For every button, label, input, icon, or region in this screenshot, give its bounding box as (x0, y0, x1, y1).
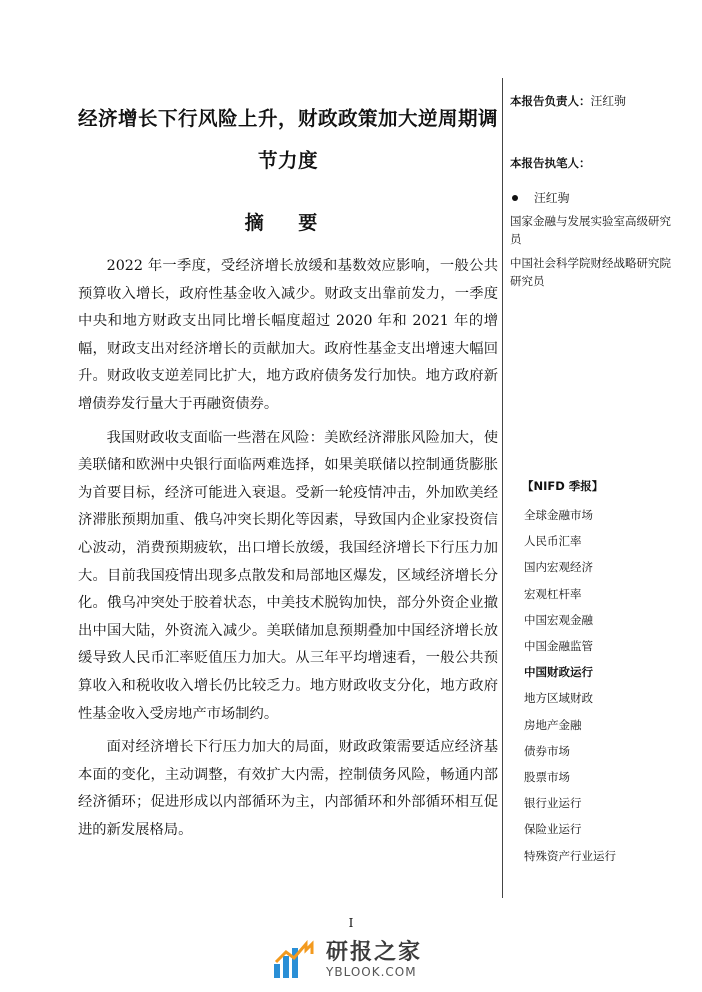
bullet-icon (512, 195, 518, 201)
author-name: 汪红驹 (534, 191, 570, 205)
nifd-item: 中国财政运行 (524, 665, 593, 680)
nifd-series-list (510, 478, 680, 869)
nifd-item: 银行业运行 (524, 796, 582, 811)
author-affiliation-1: 国家金融与发展实验室高级研究员 (510, 214, 671, 246)
watermark-text (326, 941, 422, 979)
nifd-item: 地方区域财政 (524, 691, 593, 706)
responsible-label: 本报告负责人： (510, 94, 591, 108)
abstract-heading: 摘 要 (244, 212, 332, 234)
page-number: I (348, 916, 354, 930)
main-column (78, 98, 498, 850)
nifd-item: 债券市场 (524, 743, 570, 758)
writers-label: 本报告执笔人： (510, 156, 591, 170)
nifd-item: 宏观杠杆率 (524, 586, 582, 601)
responsible-person (510, 92, 680, 109)
nifd-items (510, 502, 680, 869)
watermark-url: YBLOOK.COM (326, 965, 417, 979)
nifd-item: 房地产金融 (524, 717, 582, 732)
sidebar-info (510, 88, 680, 290)
nifd-item: 全球金融市场 (524, 508, 593, 522)
nifd-item: 中国宏观金融 (524, 612, 593, 627)
report-title: 经济增长下行风险上升，财政政策加大逆周期调节力度 (78, 107, 499, 172)
author-entry (510, 189, 680, 206)
nifd-item: 保险业运行 (524, 822, 582, 837)
nifd-series-title: 【NIFD 季报】 (522, 479, 604, 493)
nifd-item: 股票市场 (524, 770, 570, 785)
yblook-logo-icon (272, 940, 318, 980)
nifd-item: 中国金融监管 (524, 639, 593, 654)
author-affiliation-2: 中国社会科学院财经战略研究院研究员 (510, 256, 671, 288)
nifd-item: 人民币汇率 (524, 534, 582, 549)
column-divider (502, 78, 503, 898)
nifd-item: 特殊资产行业运行 (524, 848, 616, 863)
abstract-paragraph-2: 我国财政收支面临一些潜在风险：美欧经济滞胀风险加大，使美联储和欧洲中央银行面临两难选择，如果美联储以控制通货膨胀为首要目标，经济可能进入衰退。受新一轮疫情冲击，外加欧美经济滞胀预期加重、俄乌冲突长期化等因素，导致国内企业家投资信心波动，消费预期疲软，出口增长放缓，我国经济增长下行压力加大。目前我国疫情出现多点散发和局部地区爆发，区域经济增长分化。俄乌冲突处于胶着状态，中美技术脱钩加快，部分外资企业撤出中国大陆，外资流入减少。美联储加息预期叠加中国经济增长放缓导致人民币汇率贬值压力加大。从三年平均增速看，一般公共预算收入和税收收入增长仍比较乏力。地方财政收支分化，地方政府性基金收入受房地产市场制约。 (78, 429, 498, 722)
watermark-chinese: 研报之家 (326, 940, 423, 965)
abstract-paragraph-3: 面对经济增长下行压力加大的局面，财政政策需要适应经济基本面的变化，主动调整，有效扩大内需，控制债务风险，畅通内部经济循环；促进形成以内部循环为主，内部循环和外部循环相互促进的新发展格局。 (78, 739, 498, 838)
responsible-name: 汪红驹 (590, 94, 626, 108)
watermark (272, 940, 422, 980)
abstract-paragraph-1: 2022 年一季度，受经济增长放缓和基数效应影响，一般公共预算收入增长，政府性基金收入减少。财政支出靠前发力，一季度中央和地方财政支出同比增长幅度超过 2020 年和 2021 年的增幅，财政支出对经济增长的贡献加大。政府性基金支出增速大幅回升。财政收支逆差同比扩大，地方政府债务发行加快。地方政府新增债券发行量大于再融资债券。 (78, 258, 498, 412)
nifd-item: 国内宏观经济 (524, 560, 593, 575)
